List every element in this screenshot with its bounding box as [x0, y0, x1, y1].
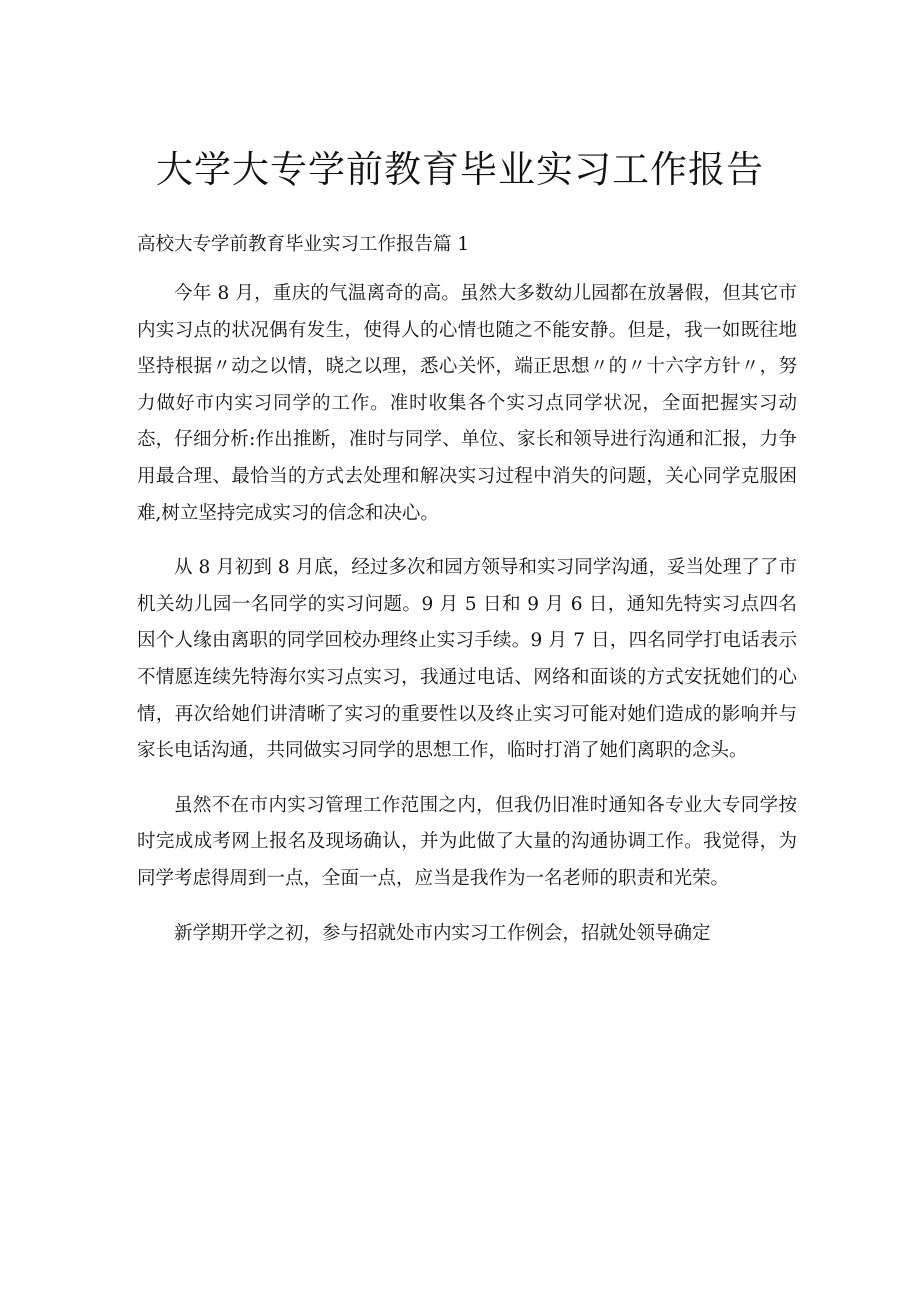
section-subtitle: 高校大专学前教育毕业实习工作报告篇 1 — [137, 234, 470, 255]
paragraph: 虽然不在市内实习管理工作范围之内，但我仍旧准时通知各专业大专同学按时完成成考网上报名及现场确认，并为此做了大量的沟通协调工作。我觉得，为同学考虑得周到一点，全面一点，应当是我作为一名老师的职责和光荣。 — [137, 794, 797, 889]
document-body — [137, 276, 797, 970]
document-title: 大学大专学前教育毕业实习工作报告 — [156, 148, 764, 191]
paragraph: 新学期开学之初，参与招就处市内实习工作例会，招就处领导确定 — [174, 922, 711, 944]
paragraph: 从 8 月初到 8 月底，经过多次和园方领导和实习同学沟通，妥当处理了了市机关幼儿园一名同学的实习问题。9 月 5 日和 9 月 6 日，通知先特实习点四名因个人缘由离职的同学回校办理终止实习手续。9 月 7 日，四名同学打电话表示不情愿连续先特海尔实习点实习，我通过电话、网络和面谈的方式安抚她们的心情，再次给她们讲清晰了实习的重要性以及终止实习可能对她们造成的影响并与家长电话沟通，共同做实习同学的思想工作，临时打消了她们离职的念头。 — [137, 557, 797, 762]
paragraph: 今年 8 月，重庆的气温离奇的高。虽然大多数幼儿园都在放暑假，但其它市内实习点的状况偶有发生，使得人的心情也随之不能安静。但是，我一如既往地坚持根据〃动之以情，晓之以理，悉心关怀，端正思想〃的〃十六字方针〃，努力做好市内实习同学的工作。准时收集各个实习点同学状况，全面把握实习动态，仔细分析:作出推断，准时与同学、单位、家长和领导进行沟通和汇报，力争用最合理、最恰当的方式去处理和解决实习过程中消失的问题，关心同学克服困难,树立坚持完成实习的信念和决心。 — [137, 283, 797, 524]
